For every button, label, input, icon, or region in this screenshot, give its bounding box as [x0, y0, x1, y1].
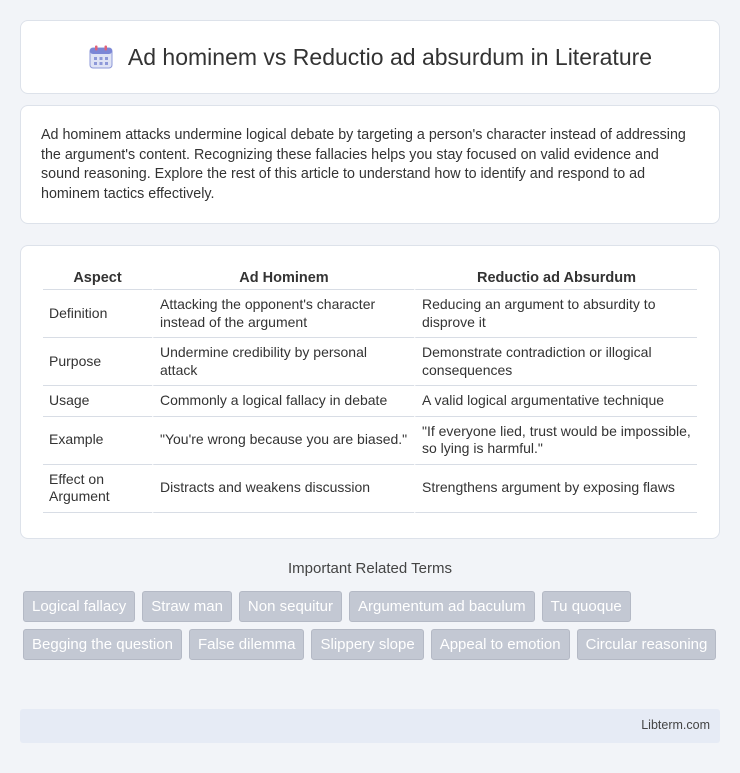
cell-reductio: A valid logical argumentative technique [414, 386, 697, 417]
cell-aspect: Purpose [43, 338, 152, 386]
related-terms-list [23, 591, 723, 660]
cell-aspect: Definition [43, 290, 152, 338]
table-row [43, 338, 697, 386]
table-row [43, 417, 697, 465]
calendar-icon [88, 44, 114, 70]
tag-tu-quoque[interactable]: Tu quoque [542, 591, 631, 622]
cell-ad-hominem: "You're wrong because you are biased." [152, 417, 414, 465]
header-aspect: Aspect [43, 268, 152, 290]
header-reductio: Reductio ad Absurdum [414, 268, 697, 290]
cell-ad-hominem: Attacking the opponent's character instead of the argument [152, 290, 414, 338]
cell-aspect: Example [43, 417, 152, 465]
tag-straw-man[interactable]: Straw man [142, 591, 232, 622]
tag-slippery-slope[interactable]: Slippery slope [311, 629, 423, 660]
tag-appeal-to-emotion[interactable]: Appeal to emotion [431, 629, 570, 660]
table-row [43, 465, 697, 513]
tag-argumentum-ad-baculum[interactable]: Argumentum ad baculum [349, 591, 535, 622]
cell-aspect: Usage [43, 386, 152, 417]
tag-circular-reasoning[interactable]: Circular reasoning [577, 629, 717, 660]
tag-begging-the-question[interactable]: Begging the question [23, 629, 182, 660]
cell-ad-hominem: Commonly a logical fallacy in debate [152, 386, 414, 417]
cell-reductio: Reducing an argument to absurdity to disprove it [414, 290, 697, 338]
intro-card [20, 105, 720, 224]
page-title: Ad hominem vs Reductio ad absurdum in Literature [127, 43, 653, 70]
footer-site-link[interactable]: Libterm.com [641, 718, 710, 732]
comparison-table [43, 268, 697, 513]
title-card [20, 20, 720, 94]
tag-false-dilemma[interactable]: False dilemma [189, 629, 305, 660]
cell-reductio: Demonstrate contradiction or illogical consequences [414, 338, 697, 386]
table-row [43, 386, 697, 417]
footer [20, 709, 720, 743]
table-header-row [43, 268, 697, 290]
tag-logical-fallacy[interactable]: Logical fallacy [23, 591, 135, 622]
tag-non-sequitur[interactable]: Non sequitur [239, 591, 342, 622]
related-terms-title: Important Related Terms [288, 560, 452, 577]
cell-ad-hominem: Distracts and weakens discussion [152, 465, 414, 513]
header-ad-hominem: Ad Hominem [152, 268, 414, 290]
cell-aspect: Effect on Argument [43, 465, 152, 513]
cell-reductio: "If everyone lied, trust would be impossible, so lying is harmful." [414, 417, 697, 465]
table-row [43, 290, 697, 338]
comparison-table-card [20, 245, 720, 539]
cell-ad-hominem: Undermine credibility by personal attack [152, 338, 414, 386]
cell-reductio: Strengthens argument by exposing flaws [414, 465, 697, 513]
intro-text: Ad hominem attacks undermine logical debate by targeting a person's character instead of addressing the argument's content. Recognizing these fallacies helps you stay focused on valid evidence and sound reasoning. Explore the rest of this article to understand how to identify and respond to ad hominem tactics effectively. [41, 127, 686, 202]
